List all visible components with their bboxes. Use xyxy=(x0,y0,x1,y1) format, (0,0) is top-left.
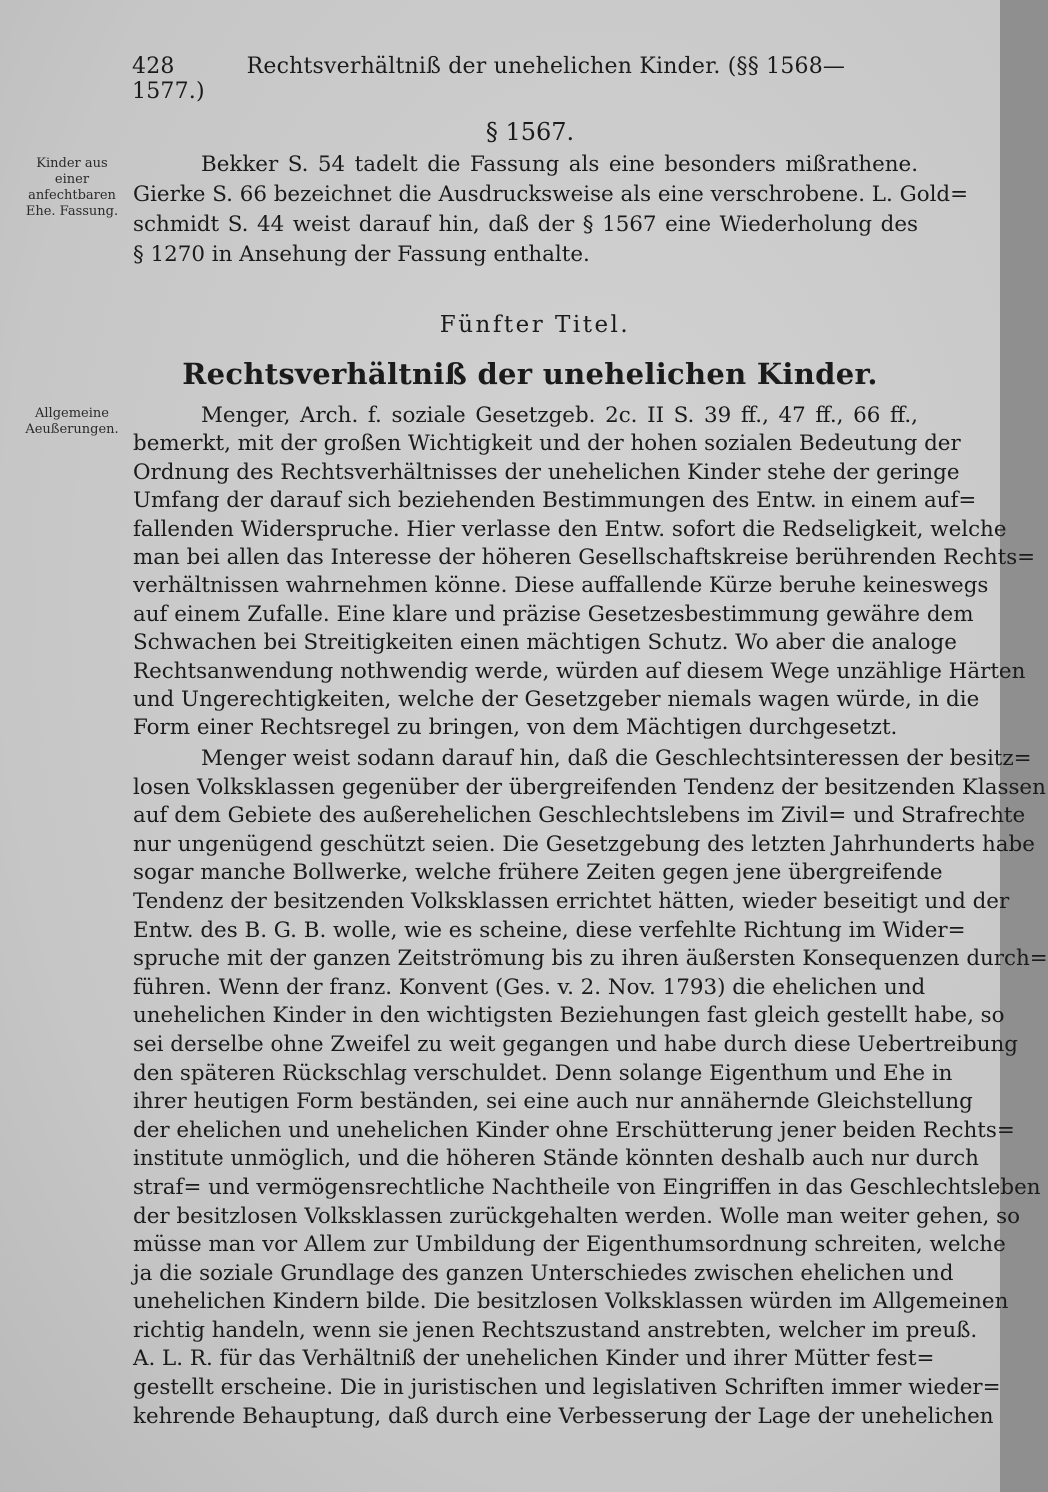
text-line: der besitzlosen Volksklassen zurückgehalten werden. Wolle man weiter gehen, so xyxy=(133,1203,1020,1229)
text-line: straf= und vermögensrechtliche Nachtheile von Eingriffen in das Geschlechtsleben xyxy=(133,1174,1041,1200)
text-line: A. L. R. für das Verhältniß der unehelichen Kinder und ihrer Mütter fest= xyxy=(133,1346,935,1372)
running-title: Rechtsverhältniß der unehelichen Kinder. (§§ 1568—1577.) xyxy=(132,54,846,104)
text-line: auf dem Gebiete des außerehelichen Geschlechtslebens im Zivil= und Strafrechte xyxy=(133,803,1026,829)
text-line: müsse man vor Allem zur Umbildung der Eigenthumsordnung schreiten, welche xyxy=(133,1232,1006,1258)
text-line: schmidt S. 44 weist darauf hin, daß der § 1567 eine Wiederholung des xyxy=(133,212,918,237)
text-line: sogar manche Bollwerke, welche frühere Zeiten gegen jene übergreifende xyxy=(133,860,943,886)
text-line: Tendenz der besitzenden Volksklassen errichtet hätten, wieder beseitigt und der xyxy=(133,888,1010,914)
text-line: unehelichen Kinder in den wichtigsten Beziehungen fast gleich gestellt habe, so xyxy=(133,1003,1005,1029)
text-line: Form einer Rechtsregel zu bringen, von dem Mächtigen durchgesetzt. xyxy=(133,715,898,741)
text-line: richtig handeln, wenn sie jenen Rechtszustand anstrebten, welcher im preuß. xyxy=(133,1317,978,1343)
text-line: auf einem Zufalle. Eine klare und präzise Gesetzesbestimmung gewähre dem xyxy=(133,601,974,627)
text-line: losen Volksklassen gegenüber der übergreifenden Tendenz der besitzenden Klassen xyxy=(133,774,1046,800)
text-line: Ordnung des Rechtsverhältnisses der unehelichen Kinder stehe der geringe xyxy=(133,459,960,485)
text-line: verhältnissen wahrnehmen könne. Diese auffallende Kürze beruhe keineswegs xyxy=(133,573,989,599)
title-label: Fünfter Titel. xyxy=(439,312,631,338)
text-line: der ehelichen und unehelichen Kinder ohne Erschütterung jener beiden Rechts= xyxy=(133,1117,1015,1143)
text-line: gestellt erscheine. Die in juristischen und legislativen Schriften immer wieder= xyxy=(133,1375,1001,1401)
text-line: unehelichen Kindern bilde. Die besitzlosen Volksklassen würden im Allgemeinen xyxy=(133,1289,1009,1315)
text-line: Schwachen bei Streitigkeiten einen mächtigen Schutz. Wo aber die analoge xyxy=(133,630,957,656)
margin-note-anfechtbare-ehe: Kinder aus einer anfechtbaren Ehe. Fassung. xyxy=(25,156,119,219)
page-number: 428 xyxy=(132,54,175,79)
text-line: sei derselbe ohne Zweifel zu weit gegangen und habe durch diese Uebertreibung xyxy=(133,1031,1018,1057)
text-line: Menger weist sodann darauf hin, daß die Geschlechtsinteressen der besitz= xyxy=(201,746,1032,771)
section-number: § 1567. xyxy=(485,118,575,146)
text-line: fallenden Widerspruche. Hier verlasse den Entw. sofort die Redseligkeit, welche xyxy=(133,516,1007,542)
title-heading: Rechtsverhältniß der unehelichen Kinder. xyxy=(182,357,878,391)
text-line: institute unmöglich, und die höheren Stände könnten deshalb auch nur durch xyxy=(133,1146,979,1172)
text-line: ja die soziale Grundlage des ganzen Unterschiedes zwischen ehelichen und xyxy=(133,1260,954,1286)
margin-note-allgemeine: Allgemeine Aeußerungen. xyxy=(25,406,119,437)
text-line: Entw. des B. G. B. wolle, wie es scheine, diese verfehlte Richtung im Wider= xyxy=(133,917,966,943)
text-line: kehrende Behauptung, daß durch eine Verbesserung der Lage der unehelichen xyxy=(133,1403,994,1429)
text-line: den späteren Rückschlag verschuldet. Denn solange Eigenthum und Ehe in xyxy=(133,1060,953,1086)
text-line: man bei allen das Interesse der höheren Gesellschaftskreise berührenden Rechts= xyxy=(133,545,1036,571)
text-line: spruche mit der ganzen Zeitströmung bis zu ihren äußersten Konsequenzen durch= xyxy=(133,946,1048,972)
text-line: § 1270 in Ansehung der Fassung enthalte. xyxy=(133,242,590,267)
running-header xyxy=(132,54,912,104)
text-line: führen. Wenn der franz. Konvent (Ges. v. 2. Nov. 1793) die ehelichen und xyxy=(133,974,926,1000)
text-line: ihrer heutigen Form beständen, sei eine auch nur annähernde Gleichstellung xyxy=(133,1089,973,1115)
text-line: nur ungenügend geschützt seien. Die Gesetzgebung des letzten Jahrhunderts habe xyxy=(133,831,1035,857)
text-line: und Ungerechtigkeiten, welche der Gesetzgeber niemals wagen würde, in die xyxy=(133,687,980,713)
text-line: Rechtsanwendung nothwendig werde, würden auf diesem Wege unzählige Härten xyxy=(133,658,1026,684)
text-line: Bekker S. 54 tadelt die Fassung als eine besonders mißrathene. xyxy=(201,152,918,177)
text-line: Umfang der darauf sich beziehenden Bestimmungen des Entw. in einem auf= xyxy=(133,488,977,514)
paragraph-menger-1 xyxy=(133,402,1036,743)
text-line: bemerkt, mit der großen Wichtigkeit und der hohen sozialen Bedeutung der xyxy=(133,431,961,457)
section-1567-text xyxy=(133,150,969,270)
text-line: Menger, Arch. f. soziale Gesetzgeb. 2c. II S. 39 ff., 47 ff., 66 ff., xyxy=(201,403,918,428)
text-line: Gierke S. 66 bezeichnet die Ausdrucksweise als eine verschrobene. L. Gold= xyxy=(133,182,969,207)
paragraph-menger-2 xyxy=(133,745,1048,1431)
